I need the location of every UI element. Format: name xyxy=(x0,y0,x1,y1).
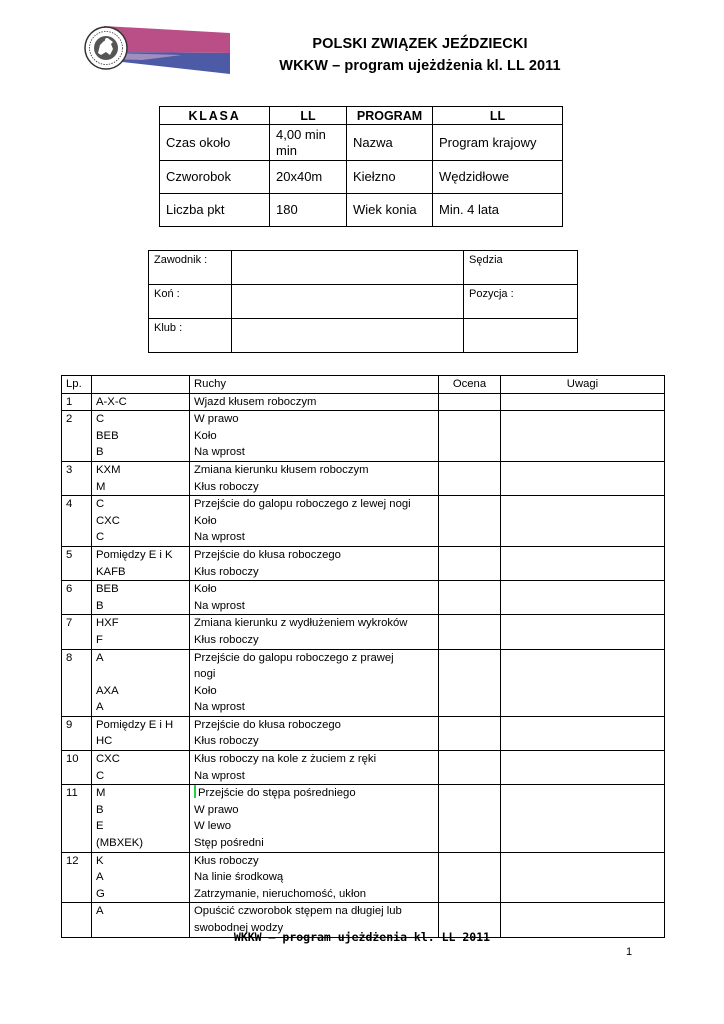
movement-text: Na wprost xyxy=(194,599,245,612)
row-movements xyxy=(190,751,439,785)
place-line: C xyxy=(96,531,105,544)
score-cell[interactable] xyxy=(439,751,501,785)
remarks-cell[interactable] xyxy=(501,785,665,852)
movement-line xyxy=(194,529,434,546)
score-cell[interactable] xyxy=(439,852,501,903)
score-cell[interactable] xyxy=(439,615,501,649)
movement-line xyxy=(194,683,434,700)
position-field[interactable]: Pozycja : xyxy=(464,285,578,319)
movement-line xyxy=(194,581,434,598)
header-program-value: LL xyxy=(433,107,563,125)
movement-text: Koło xyxy=(194,514,217,527)
class-table-header xyxy=(160,107,563,125)
class-row-time xyxy=(160,125,563,161)
movement-text: W prawo xyxy=(194,413,239,426)
place-line: F xyxy=(96,633,103,646)
row-number: 12 xyxy=(62,852,92,903)
header-movements: Ruchy xyxy=(190,376,439,394)
row-number: 10 xyxy=(62,751,92,785)
table-row xyxy=(62,393,665,411)
horse-label: Koń : xyxy=(149,285,232,319)
movement-line xyxy=(194,513,434,530)
place-line: Pomiędzy E i H xyxy=(96,718,174,731)
score-cell[interactable] xyxy=(439,716,501,750)
arena-label: Czworobok xyxy=(160,161,270,194)
row-movements xyxy=(190,852,439,903)
place-line: M xyxy=(96,787,106,800)
remarks-cell[interactable] xyxy=(501,496,665,547)
remarks-cell[interactable] xyxy=(501,411,665,462)
place-line: BEB xyxy=(96,583,119,596)
table-row xyxy=(62,411,665,462)
competitor-row-club xyxy=(149,319,578,353)
place-line: BEB xyxy=(96,429,119,442)
header-klasa-value: LL xyxy=(270,107,347,125)
movement-line xyxy=(194,615,434,632)
movement-line xyxy=(194,785,434,802)
row-number: 5 xyxy=(62,546,92,580)
movement-line xyxy=(194,632,434,649)
row-number: 7 xyxy=(62,615,92,649)
row-places xyxy=(92,716,190,750)
table-row xyxy=(62,546,665,580)
movement-line xyxy=(194,835,434,852)
table-row xyxy=(62,852,665,903)
score-cell[interactable] xyxy=(439,649,501,716)
place-line: CXC xyxy=(96,514,120,527)
remarks-cell[interactable] xyxy=(501,852,665,903)
place-line: HC xyxy=(96,735,113,748)
table-row xyxy=(62,615,665,649)
rider-label: Zawodnik : xyxy=(149,251,232,285)
row-number: 1 xyxy=(62,393,92,411)
movement-line xyxy=(194,886,434,903)
movement-text: Koło xyxy=(194,684,217,697)
movement-text: nogi xyxy=(194,668,216,681)
row-number: 4 xyxy=(62,496,92,547)
movements-table xyxy=(61,375,665,938)
movement-text: Na wprost xyxy=(194,769,245,782)
row-places xyxy=(92,461,190,495)
page-number: 1 xyxy=(626,946,633,958)
movement-line xyxy=(194,853,434,870)
movement-line xyxy=(194,462,434,479)
movement-line xyxy=(194,444,434,461)
name-label: Nazwa xyxy=(347,125,433,161)
movement-text: Kłus roboczy xyxy=(194,854,259,867)
movement-text: Przejście do stępa pośredniego xyxy=(198,787,356,800)
row-movements xyxy=(190,649,439,716)
club-label: Klub : xyxy=(149,319,232,353)
place-line: KXM xyxy=(96,463,121,476)
table-row xyxy=(62,785,665,852)
row-places xyxy=(92,546,190,580)
row-number: 6 xyxy=(62,581,92,615)
movement-line xyxy=(194,666,434,683)
place-line: E xyxy=(96,820,104,833)
page-title-program: WKKW – program ujeżdżenia kl. LL 2011 xyxy=(279,58,561,74)
row-movements xyxy=(190,581,439,615)
movement-text: Zmiana kierunku kłusem roboczym xyxy=(194,463,369,476)
class-info-table xyxy=(159,106,563,227)
club-field[interactable] xyxy=(232,319,464,353)
place-line: A xyxy=(96,905,104,918)
movement-text: Przejście do kłusa roboczego xyxy=(194,548,341,561)
text-cursor-icon xyxy=(194,785,196,798)
place-line: K xyxy=(96,854,104,867)
table-row xyxy=(62,461,665,495)
score-cell[interactable] xyxy=(439,546,501,580)
place-line: Pomiędzy E i K xyxy=(96,548,173,561)
table-row xyxy=(62,581,665,615)
row-movements xyxy=(190,716,439,750)
header-no: Lp. xyxy=(62,376,92,394)
place-line: B xyxy=(96,446,104,459)
competitor-row-rider xyxy=(149,251,578,285)
footer-title: WKKW – program ujeżdżenia kl. LL 2011 xyxy=(233,930,491,944)
remarks-cell[interactable] xyxy=(501,649,665,716)
movement-text: Kłus roboczy xyxy=(194,480,259,493)
row-movements xyxy=(190,393,439,411)
points-label: Liczba pkt xyxy=(160,194,270,227)
movement-text: swobodnej wodzy xyxy=(194,922,284,934)
row-movements xyxy=(190,546,439,580)
row-movements xyxy=(190,411,439,462)
points-value: 180 xyxy=(270,194,347,227)
judge-field[interactable]: Sędzia xyxy=(464,251,578,285)
remarks-cell[interactable] xyxy=(501,393,665,411)
place-line: C xyxy=(96,498,105,511)
score-cell[interactable] xyxy=(439,411,501,462)
rider-field[interactable] xyxy=(232,251,464,285)
row-movements xyxy=(190,785,439,852)
movement-line xyxy=(194,394,434,411)
row-places xyxy=(92,581,190,615)
movement-text: Kłus roboczy xyxy=(194,565,259,578)
place-line: AXA xyxy=(96,684,119,697)
page-title-org: POLSKI ZWIĄZEK JEŹDZIECKI xyxy=(312,36,528,52)
place-line: KAFB xyxy=(96,565,126,578)
place-line: HXF xyxy=(96,617,119,630)
movement-text: Zmiana kierunku z wydłużeniem wykroków xyxy=(194,617,408,630)
movement-text: Zatrzymanie, nieruchomość, ukłon xyxy=(194,887,367,900)
header-score: Ocena xyxy=(439,376,501,394)
movement-text: Przejście do galopu roboczego z prawej xyxy=(194,651,394,664)
place-line: C xyxy=(96,413,105,426)
horse-age-label: Wiek konia xyxy=(347,194,433,227)
class-row-points xyxy=(160,194,563,227)
horse-age-value: Min. 4 lata xyxy=(433,194,563,227)
movement-text: Przejście do kłusa roboczego xyxy=(194,718,341,731)
table-row xyxy=(62,751,665,785)
movements-header xyxy=(62,376,665,394)
row-number: 8 xyxy=(62,649,92,716)
time-label: Czas około xyxy=(160,125,270,161)
table-row xyxy=(62,496,665,547)
movement-line xyxy=(194,479,434,496)
movement-line xyxy=(194,733,434,750)
score-cell[interactable] xyxy=(439,581,501,615)
class-row-arena xyxy=(160,161,563,194)
header-klasa: KLASA xyxy=(160,107,270,125)
header-remarks: Uwagi xyxy=(501,376,665,394)
row-movements xyxy=(190,615,439,649)
name-value: Program krajowy xyxy=(433,125,563,161)
row-places xyxy=(92,785,190,852)
place-line: M xyxy=(96,480,106,493)
movement-line xyxy=(194,802,434,819)
row-places xyxy=(92,615,190,649)
place-line: B xyxy=(96,599,104,612)
movement-line xyxy=(194,564,434,581)
movement-line xyxy=(194,598,434,615)
row-number: 2 xyxy=(62,411,92,462)
score-cell[interactable] xyxy=(439,785,501,852)
remarks-cell[interactable] xyxy=(501,716,665,750)
movement-text: Na linie środkową xyxy=(194,871,284,884)
score-cell[interactable] xyxy=(439,496,501,547)
place-line: A xyxy=(96,651,104,664)
row-places xyxy=(92,751,190,785)
row-places xyxy=(92,649,190,716)
movement-text: Na wprost xyxy=(194,446,245,459)
header-place xyxy=(92,376,190,394)
movement-text: Kłus roboczy xyxy=(194,633,259,646)
movement-text: Na wprost xyxy=(194,701,245,714)
movements-body xyxy=(62,393,665,937)
movement-text: Kłus roboczy xyxy=(194,735,259,748)
place-line: A-X-C xyxy=(96,395,127,408)
score-cell[interactable] xyxy=(439,461,501,495)
header-program: PROGRAM xyxy=(347,107,433,125)
row-number: 3 xyxy=(62,461,92,495)
movement-line xyxy=(194,428,434,445)
row-movements xyxy=(190,461,439,495)
row-places xyxy=(92,393,190,411)
time-value: 4,00 min min xyxy=(270,125,347,161)
movement-line xyxy=(194,768,434,785)
remarks-cell[interactable] xyxy=(501,546,665,580)
remarks-cell[interactable] xyxy=(501,751,665,785)
place-line: (MBXEK) xyxy=(96,837,144,850)
table-row xyxy=(62,649,665,716)
movement-text: Opuścić czworobok stępem na długiej lub xyxy=(194,905,402,918)
remarks-cell[interactable] xyxy=(501,581,665,615)
row-places xyxy=(92,852,190,903)
movement-line xyxy=(194,818,434,835)
club-extra-field[interactable] xyxy=(464,319,578,353)
movement-line xyxy=(194,717,434,734)
arena-value: 20x40m xyxy=(270,161,347,194)
place-line xyxy=(96,666,185,683)
horse-field[interactable] xyxy=(232,285,464,319)
place-line: C xyxy=(96,769,105,782)
movement-line xyxy=(194,699,434,716)
table-row xyxy=(62,716,665,750)
movement-text: Wjazd kłusem roboczym xyxy=(194,395,317,408)
score-cell[interactable] xyxy=(439,393,501,411)
movement-text: Koło xyxy=(194,583,217,596)
bit-label: Kiełzno xyxy=(347,161,433,194)
movement-text: Na wprost xyxy=(194,531,245,544)
place-line: A xyxy=(96,701,104,714)
movement-line xyxy=(194,547,434,564)
movement-text: Przejście do galopu roboczego z lewej nogi xyxy=(194,498,411,511)
competitor-row-horse xyxy=(149,285,578,319)
bit-value: Wędzidłowe xyxy=(433,161,563,194)
movement-text: W lewo xyxy=(194,820,232,833)
movement-line xyxy=(194,650,434,667)
movement-line xyxy=(194,869,434,886)
row-number: 11 xyxy=(62,785,92,852)
remarks-cell[interactable] xyxy=(501,461,665,495)
movement-line xyxy=(194,411,434,428)
row-places xyxy=(92,496,190,547)
movement-text: Koło xyxy=(194,429,217,442)
row-places xyxy=(92,411,190,462)
movement-line xyxy=(194,903,434,920)
movement-text: W prawo xyxy=(194,803,239,816)
row-number: 9 xyxy=(62,716,92,750)
movement-text: Stęp pośredni xyxy=(194,837,264,850)
place-line: A xyxy=(96,871,104,884)
remarks-cell[interactable] xyxy=(501,615,665,649)
movement-line xyxy=(194,496,434,513)
place-line: B xyxy=(96,803,104,816)
row-movements xyxy=(190,496,439,547)
movement-line xyxy=(194,751,434,768)
competitor-table xyxy=(148,250,578,353)
movement-text: Kłus roboczy na kole z żuciem z ręki xyxy=(194,753,377,766)
place-line: CXC xyxy=(96,753,120,766)
place-line: G xyxy=(96,887,105,900)
